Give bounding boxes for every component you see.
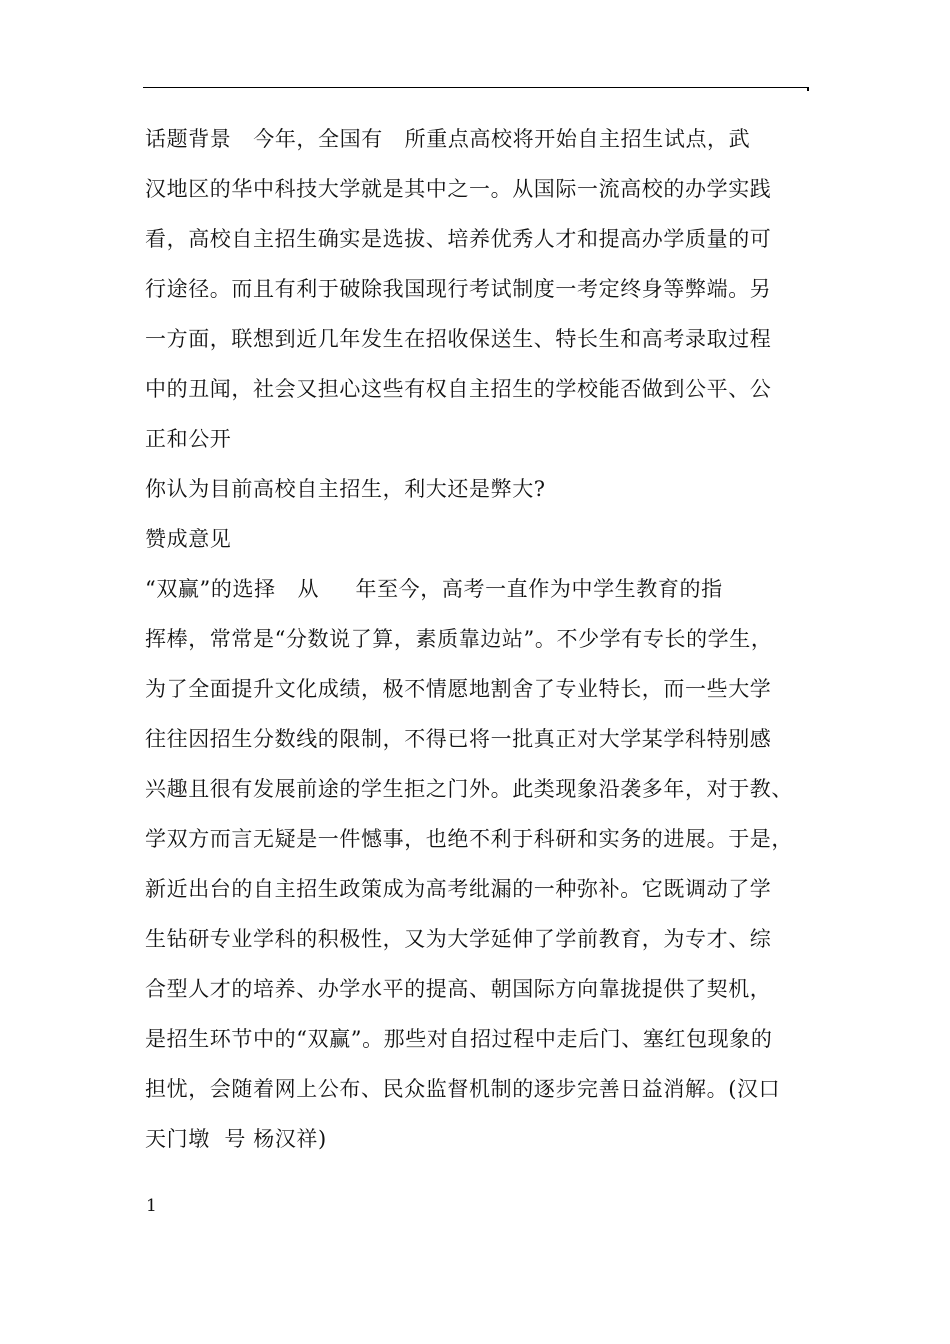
text-line: 中的丑闻，社会又担心这些有权自主招生的学校能否做到公平、公 bbox=[145, 377, 772, 401]
text-line: 往往因招生分数线的限制，不得已将一批真正对大学某学科特别感 bbox=[145, 727, 772, 751]
text-line: 新近出台的自主招生政策成为高考纰漏的一种弥补。它既调动了学 bbox=[145, 877, 772, 901]
header-rule-end-mark bbox=[807, 87, 809, 91]
text-line: 兴趣且很有发展前途的学生拒之门外。此类现象沿袭多年，对于教、 bbox=[145, 777, 793, 801]
question-line: 你认为目前高校自主招生，利大还是弊大? bbox=[145, 477, 546, 501]
text-line: “双赢”的选择 从 年至今，高考一直作为中学生教育的指 bbox=[145, 577, 723, 601]
header-rule bbox=[143, 87, 809, 88]
text-line: 行途径。而且有利于破除我国现行考试制度一考定终身等弊端。另 bbox=[145, 277, 772, 301]
page-number: 1 bbox=[146, 1196, 157, 1216]
text-line: 挥棒，常常是“分数说了算，素质靠边站”。不少学有专长的学生， bbox=[145, 627, 773, 651]
text-line: 学双方而言无疑是一件憾事，也绝不利于科研和实务的进展。于是， bbox=[145, 827, 793, 851]
text-line: 看，高校自主招生确实是选拔、培养优秀人才和提高办学质量的可 bbox=[145, 227, 772, 251]
text-line: 一方面，联想到近几年发生在招收保送生、特长生和高考录取过程 bbox=[145, 327, 772, 351]
body-text bbox=[145, 114, 825, 1164]
text-line: 话题背景 今年，全国有 所重点高校将开始自主招生试点，武 bbox=[145, 127, 751, 151]
text-line: 生钻研专业学科的积极性，又为大学延伸了学前教育，为专才、综 bbox=[145, 927, 772, 951]
text-line: 正和公开 bbox=[145, 427, 232, 451]
section-heading: 赞成意见 bbox=[145, 527, 232, 551]
text-line: 合型人才的培养、办学水平的提高、朝国际方向靠拢提供了契机， bbox=[145, 977, 772, 1001]
text-line: 担忧，会随着网上公布、民众监督机制的逐步完善日益消解。(汉口 bbox=[145, 1077, 781, 1101]
text-line: 汉地区的华中科技大学就是其中之一。从国际一流高校的办学实践 bbox=[145, 177, 772, 201]
text-line: 为了全面提升文化成绩，极不情愿地割舍了专业特长，而一些大学 bbox=[145, 677, 772, 701]
text-line: 是招生环节中的“双赢”。那些对自招过程中走后门、塞红包现象的 bbox=[145, 1027, 773, 1051]
text-line: 天门墩 号 杨汉祥) bbox=[145, 1127, 327, 1151]
